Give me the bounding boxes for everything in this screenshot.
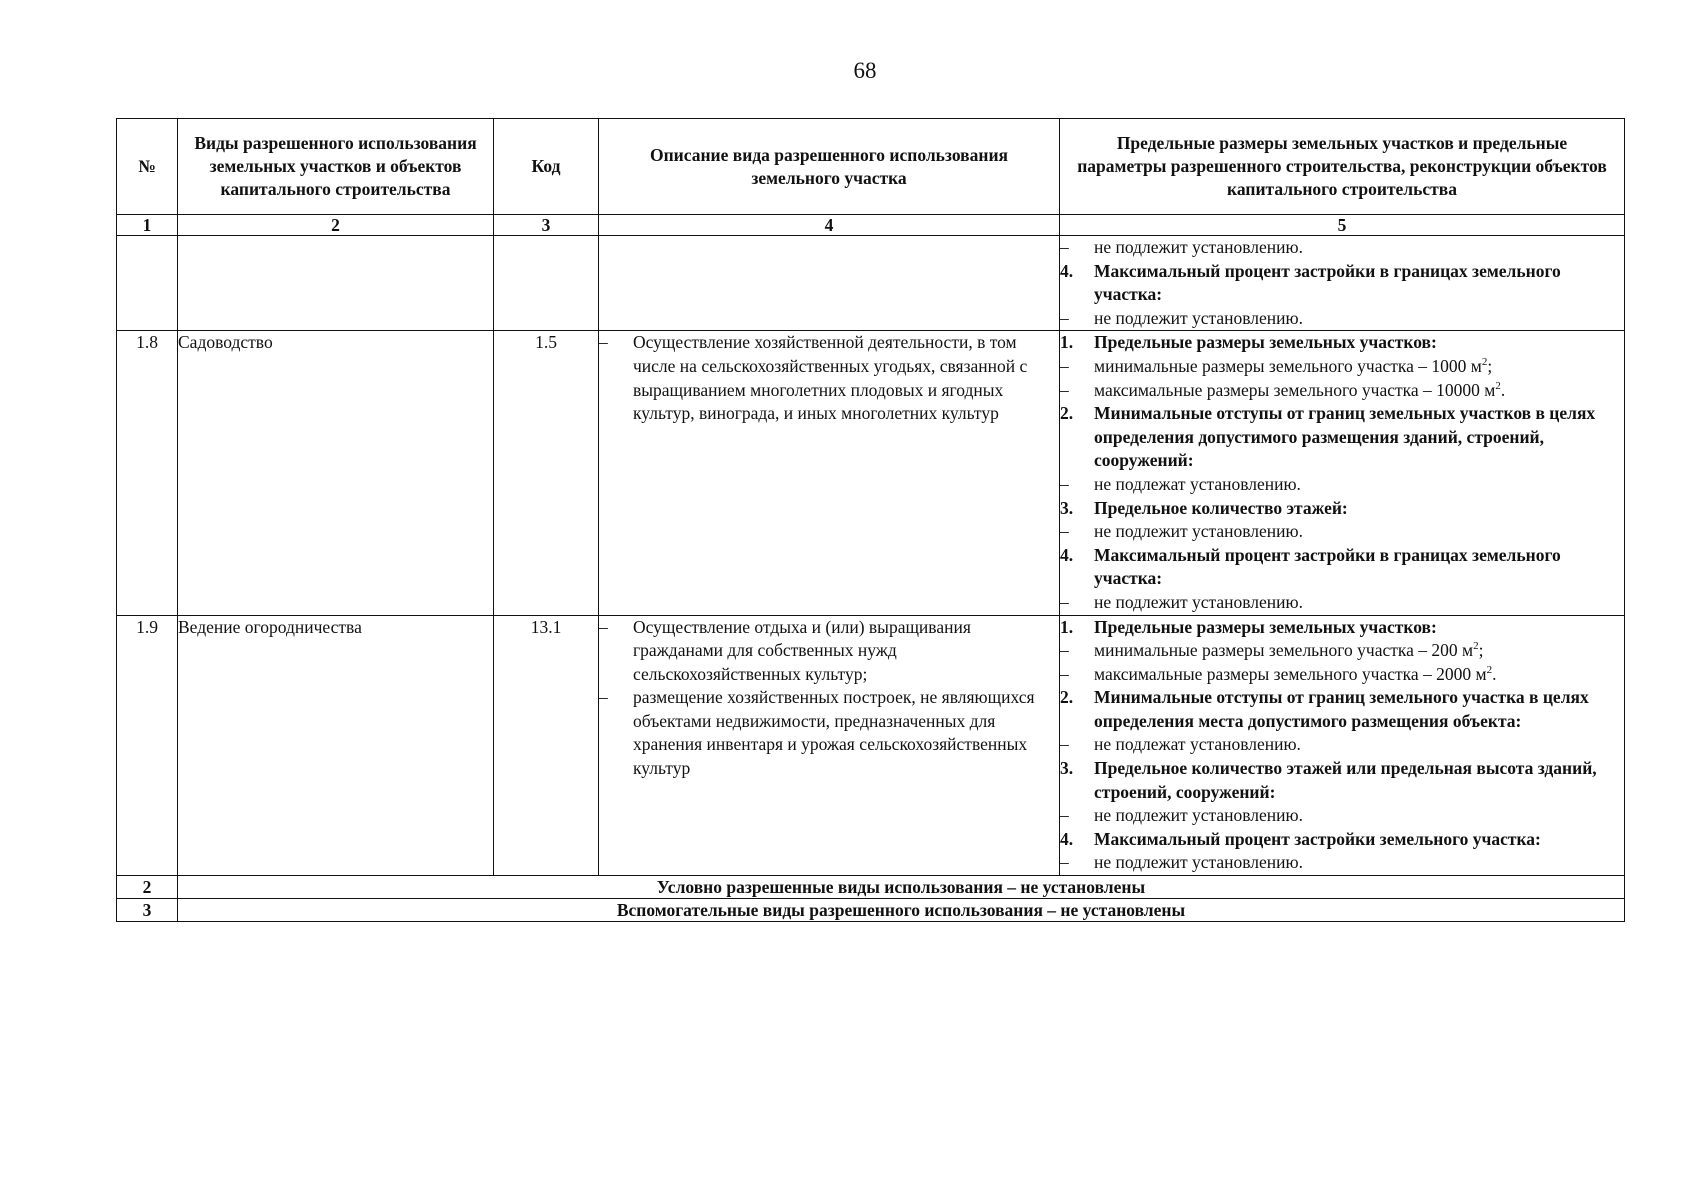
list-line	[1060, 663, 1624, 687]
list-marker: –	[599, 616, 608, 637]
list-marker: –	[1060, 237, 1069, 257]
list-marker: –	[1060, 805, 1069, 826]
summary-text: Вспомогательные виды разрешенного использования – не установлены	[178, 899, 1625, 922]
list-marker: –	[599, 687, 608, 708]
list-line	[1060, 497, 1624, 521]
use-type-name: Садоводство	[178, 331, 494, 615]
list-marker: –	[1060, 355, 1069, 376]
list-marker: 1.	[1060, 332, 1074, 353]
list-text-main: не подлежит установлению.	[1094, 591, 1303, 612]
list-text	[1094, 757, 1624, 804]
list-text-main: Предельное количество этажей:	[1094, 497, 1348, 518]
list-text-main: максимальные размеры земельного участка – 2000 м	[1094, 663, 1487, 684]
list-text-main: не подлежат установлению.	[1094, 473, 1301, 494]
description-cell	[599, 331, 1060, 615]
list-line	[1060, 331, 1624, 355]
list-text-suffix: ;	[1487, 355, 1493, 376]
list-marker: –	[1060, 663, 1069, 684]
list-text	[633, 331, 1059, 425]
list-text	[1094, 236, 1624, 260]
list-text-suffix: .	[1492, 663, 1497, 684]
list-line	[1060, 260, 1624, 307]
list-marker: 2.	[1060, 403, 1074, 424]
list-text	[1094, 804, 1624, 828]
header-use-types: Виды разрешенного использования земельных участков и объектов капитального строительства	[178, 119, 494, 215]
list-text	[1094, 544, 1624, 591]
list-text-main: Предельные размеры земельных участков:	[1094, 332, 1437, 353]
table-header-row	[117, 119, 1625, 215]
list-text	[1094, 402, 1624, 473]
summary-number: 2	[117, 876, 178, 899]
list-marker: 4.	[1060, 260, 1074, 281]
land-use-table	[116, 118, 1625, 922]
list-text	[1094, 473, 1624, 497]
list-text-main: минимальные размеры земельного участка – 1000 м	[1094, 355, 1482, 376]
description-cell	[599, 615, 1060, 876]
list-text	[1094, 828, 1624, 852]
list-text-main: Минимальные отступы от границ земельных участков в целях определения допустимого размещения зданий, строений, сооружений:	[1094, 403, 1596, 471]
list-text	[1094, 331, 1624, 355]
list-text	[1094, 663, 1624, 687]
list-text	[1094, 497, 1624, 521]
list-text-main: Минимальные отступы от границ земельного участка в целях определения места допустимого размещения объекта:	[1094, 687, 1589, 731]
list-line	[1060, 402, 1624, 473]
parameters-cell	[1060, 331, 1625, 615]
list-text-main: не подлежит установлению.	[1094, 521, 1303, 542]
list-line	[1060, 804, 1624, 828]
parameters-cell	[1060, 236, 1625, 331]
list-text-main: Максимальный процент застройки земельного участка:	[1094, 828, 1541, 849]
list-text	[633, 616, 1059, 687]
column-number: 5	[1060, 215, 1625, 236]
list-text	[1094, 733, 1624, 757]
header-parameters: Предельные размеры земельных участков и предельные параметры разрешенного строительства, реконструкции объектов капитального строительства	[1060, 119, 1625, 215]
list-marker: 4.	[1060, 828, 1074, 849]
row-number: 1.9	[117, 615, 178, 876]
list-marker: 3.	[1060, 497, 1074, 518]
list-line	[1060, 639, 1624, 663]
list-line	[1060, 307, 1624, 331]
list-marker: –	[1060, 852, 1069, 873]
list-line	[1060, 851, 1624, 875]
list-line	[1060, 591, 1624, 615]
list-text-main: не подлежат установлению.	[1094, 734, 1301, 755]
list-marker: –	[1060, 521, 1069, 542]
list-line	[1060, 828, 1624, 852]
list-text-suffix: .	[1500, 379, 1506, 400]
list-line	[1060, 544, 1624, 591]
summary-number: 3	[117, 899, 178, 922]
list-text-main: Осуществление отдыха и (или) выращивания гражданами для собственных нужд сельскохозяйственных культур;	[633, 616, 971, 684]
table-row	[117, 615, 1625, 876]
list-marker: –	[1060, 307, 1069, 328]
list-line	[1060, 236, 1624, 260]
header-code: Код	[494, 119, 599, 215]
list-line	[1060, 473, 1624, 497]
list-text-main: не подлежит установлению.	[1094, 805, 1303, 826]
summary-text: Условно разрешенные виды использования – не установлены	[178, 876, 1625, 899]
column-number: 3	[494, 215, 599, 236]
list-line	[1060, 520, 1624, 544]
column-number-row	[117, 215, 1625, 236]
list-line	[1060, 733, 1624, 757]
column-number: 1	[117, 215, 178, 236]
list-marker: 1.	[1060, 616, 1074, 637]
header-description: Описание вида разрешенного использования земельного участка	[599, 119, 1060, 215]
list-text-main: максимальные размеры земельного участка – 10000 м	[1094, 379, 1496, 400]
list-marker: 4.	[1060, 544, 1074, 565]
page-number: 68	[853, 58, 877, 83]
list-line	[1060, 355, 1624, 379]
list-text-main: Осуществление хозяйственной деятельности, в том числе на сельскохозяйственных угодьях, связанной с выращиванием многолетних плодовых и ягодных культур, винограда, и иных многолетних культур	[633, 332, 1028, 424]
use-type-code: 1.5	[494, 331, 599, 615]
superscript: 2	[1495, 379, 1501, 392]
list-marker: –	[1060, 734, 1069, 755]
summary-row	[117, 876, 1625, 899]
list-text-main: Максимальный процент застройки в границах земельного участка:	[1094, 260, 1561, 305]
row-number: 1.8	[117, 331, 178, 615]
list-marker: –	[1060, 379, 1069, 400]
list-text	[1094, 851, 1624, 875]
list-line	[1060, 616, 1624, 640]
list-text	[1094, 616, 1624, 640]
table-row	[117, 331, 1625, 615]
list-marker: –	[1060, 473, 1069, 494]
empty-cell	[178, 236, 494, 331]
list-marker: –	[1060, 640, 1069, 661]
superscript: 2	[1473, 640, 1479, 653]
list-text	[1094, 520, 1624, 544]
list-text-main: не подлежит установлению.	[1094, 852, 1303, 873]
list-text	[1094, 379, 1624, 403]
list-line	[1060, 757, 1624, 804]
list-text	[1094, 355, 1624, 379]
list-line	[1060, 379, 1624, 403]
column-number: 4	[599, 215, 1060, 236]
use-type-code: 13.1	[494, 615, 599, 876]
list-text	[1094, 591, 1624, 615]
empty-cell	[494, 236, 599, 331]
list-text-main: Предельные размеры земельных участков:	[1094, 616, 1437, 637]
list-text	[1094, 260, 1624, 307]
header-number: №	[117, 119, 178, 215]
superscript: 2	[1481, 355, 1488, 368]
list-text	[1094, 686, 1624, 733]
list-marker: –	[1060, 591, 1069, 612]
empty-cell	[599, 236, 1060, 331]
list-text-suffix: ;	[1478, 640, 1484, 661]
list-line	[599, 331, 1059, 425]
list-line	[599, 616, 1059, 687]
parameters-cell	[1060, 615, 1625, 876]
list-text-main: Максимальный процент застройки в границах земельного участка:	[1094, 544, 1561, 589]
empty-cell	[117, 236, 178, 331]
list-text	[1094, 307, 1624, 331]
summary-row	[117, 899, 1625, 922]
list-text-main: не подлежит установлению.	[1094, 307, 1303, 328]
list-marker: –	[599, 332, 608, 353]
superscript: 2	[1486, 663, 1493, 676]
column-number: 2	[178, 215, 494, 236]
list-line	[1060, 686, 1624, 733]
list-text	[1094, 639, 1624, 663]
use-type-name: Ведение огородничества	[178, 615, 494, 876]
list-marker: 2.	[1060, 687, 1074, 708]
table-row-continuation	[117, 236, 1625, 331]
list-text-main: минимальные размеры земельного участка – 200 м	[1094, 640, 1474, 661]
list-marker: 3.	[1060, 758, 1074, 779]
list-text-main: размещение хозяйственных построек, не являющихся объектами недвижимости, предназначенных для хранения инвентаря и урожая сельскохозяйственных культур	[633, 687, 1035, 779]
list-line	[599, 686, 1059, 780]
list-text-main: Предельное количество этажей или предельная высота зданий, строений, сооружений:	[1094, 758, 1597, 802]
list-text-main: не подлежит установлению.	[1094, 237, 1303, 257]
list-text	[633, 686, 1059, 780]
